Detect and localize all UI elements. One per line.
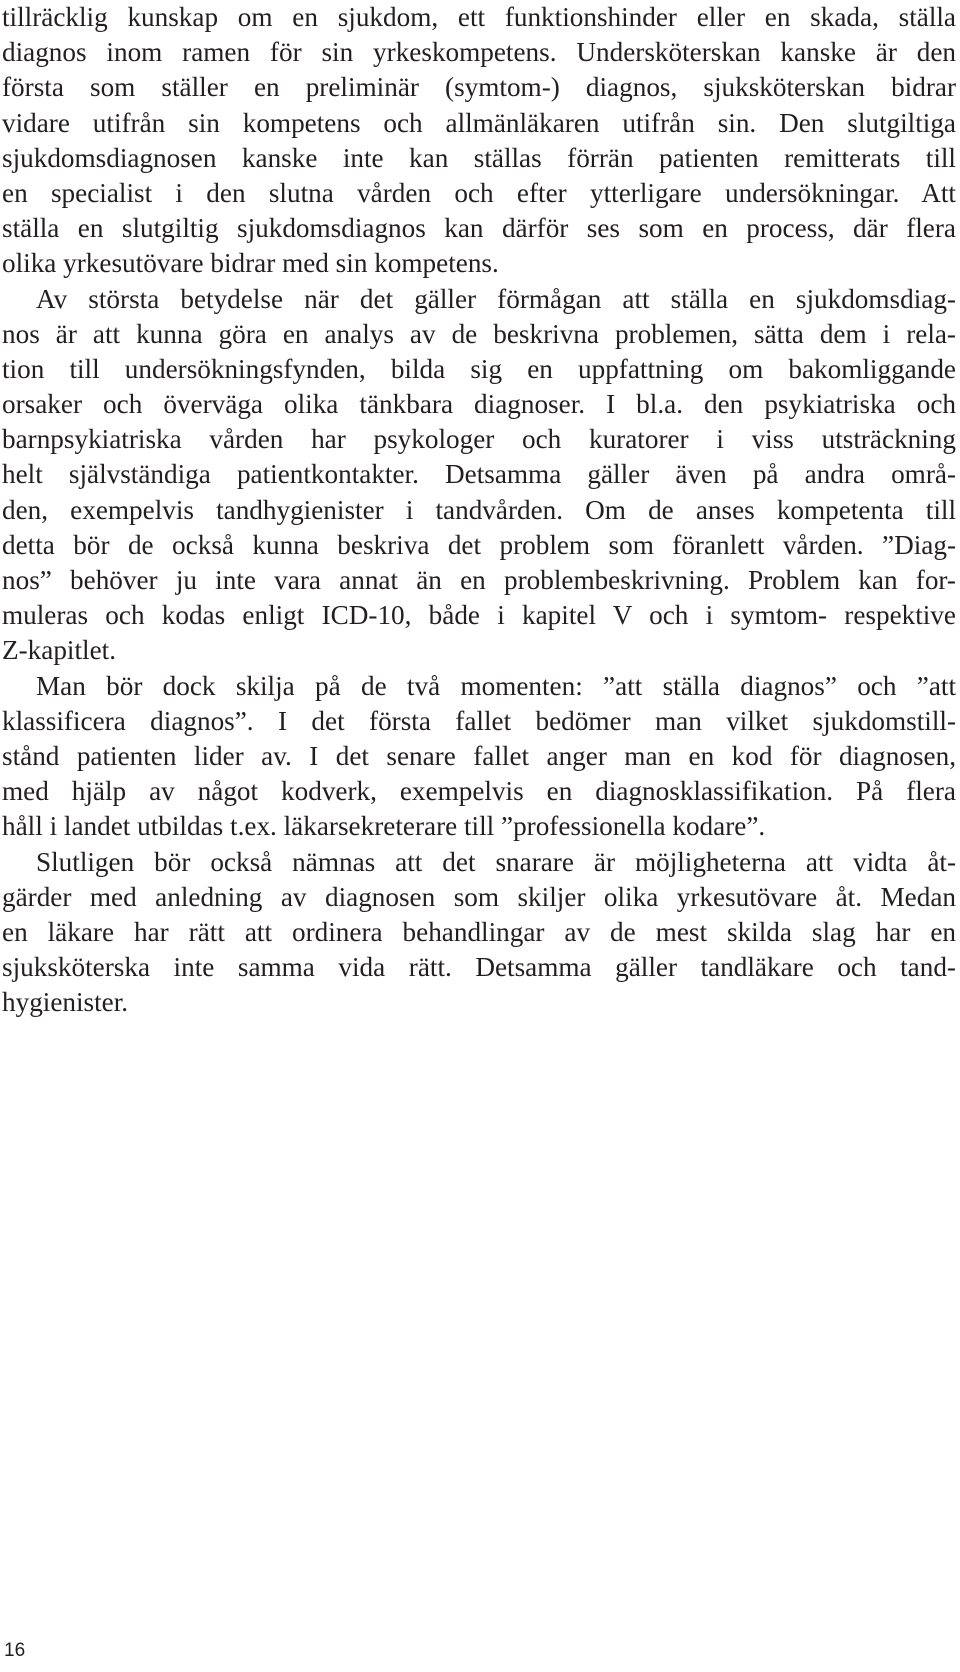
text-line: hygienister. xyxy=(2,987,129,1018)
body-text xyxy=(2,0,956,1020)
text-line: Av största betydelse när det gäller förmågan att ställa en sjukdomsdiag- xyxy=(36,283,956,314)
text-line: en läkare har rätt att ordinera behandlingar av de mest skilda slag har en xyxy=(2,916,956,947)
text-line: gärder med anledning av diagnosen som skiljer olika yrkesutövare åt. Medan xyxy=(2,881,956,912)
text-line: Slutligen bör också nämnas att det snarare är möjligheterna att vidta åt- xyxy=(36,846,956,877)
text-line: första som ställer en preliminär (symtom-) diagnos, sjuksköterskan bidrar xyxy=(2,72,956,103)
text-line: olika yrkesutövare bidrar med sin kompetens. xyxy=(2,248,499,279)
paragraph xyxy=(2,669,956,845)
text-line: tillräcklig kunskap om en sjukdom, ett funktionshinder eller en skada, ställa xyxy=(2,2,956,32)
text-line: nos är att kunna göra en analys av de beskrivna problemen, sätta dem i rela- xyxy=(2,318,956,349)
text-line: med hjälp av något kodverk, exempelvis en diagnosklassifikation. På flera xyxy=(2,776,956,807)
text-line: ställa en slutgiltig sjukdomsdiagnos kan därför ses som en process, där flera xyxy=(2,213,956,244)
paragraph xyxy=(2,282,956,669)
text-line: nos” behöver ju inte vara annat än en problembeskrivning. Problem kan for- xyxy=(2,565,956,595)
text-line: den, exempelvis tandhygienister i tandvården. Om de anses kompetenta till xyxy=(2,494,956,525)
text-line: barnpsykiatriska vården har psykologer och kuratorer i viss utsträckning xyxy=(2,424,956,455)
page-number: 16 xyxy=(4,1640,26,1661)
text-line: stånd patienten lider av. I det senare fallet anger man en kod för diagnosen, xyxy=(2,740,956,771)
text-line: helt självständiga patientkontakter. Detsamma gäller även på andra områ- xyxy=(2,459,956,490)
text-line: sjukdomsdiagnosen kanske inte kan ställas förrän patienten remitterats till xyxy=(2,142,956,173)
paragraph xyxy=(2,845,956,1021)
text-line: Z-kapitlet. xyxy=(2,635,116,666)
text-line: håll i landet utbildas t.ex. läkarsekreterare till ”professionella kodare”. xyxy=(2,811,766,842)
text-line: sjuksköterska inte samma vida rätt. Detsamma gäller tandläkare och tand- xyxy=(2,952,956,983)
text-line: detta bör de också kunna beskriva det problem som föranlett vården. ”Diag- xyxy=(2,529,956,560)
text-line: en specialist i den slutna vården och efter ytterligare undersökningar. Att xyxy=(2,177,956,208)
text-line: klassificera diagnos”. I det första fallet bedömer man vilket sjukdomstill- xyxy=(2,705,956,736)
text-line: muleras och kodas enligt ICD-10, både i kapitel V och i symtom- respektive xyxy=(2,600,956,631)
text-line: diagnos inom ramen för sin yrkeskompetens. Undersköterskan kanske är den xyxy=(2,37,956,68)
text-line: Man bör dock skilja på de två momenten: ”att ställa diagnos” och ”att xyxy=(36,670,956,701)
paragraph xyxy=(2,0,956,282)
text-line: tion till undersökningsfynden, bilda sig en uppfattning om bakomliggande xyxy=(2,353,956,384)
text-line: vidare utifrån sin kompetens och allmänläkaren utifrån sin. Den slutgiltiga xyxy=(2,107,956,138)
text-line: orsaker och överväga olika tänkbara diagnoser. I bl.a. den psykiatriska och xyxy=(2,389,956,420)
